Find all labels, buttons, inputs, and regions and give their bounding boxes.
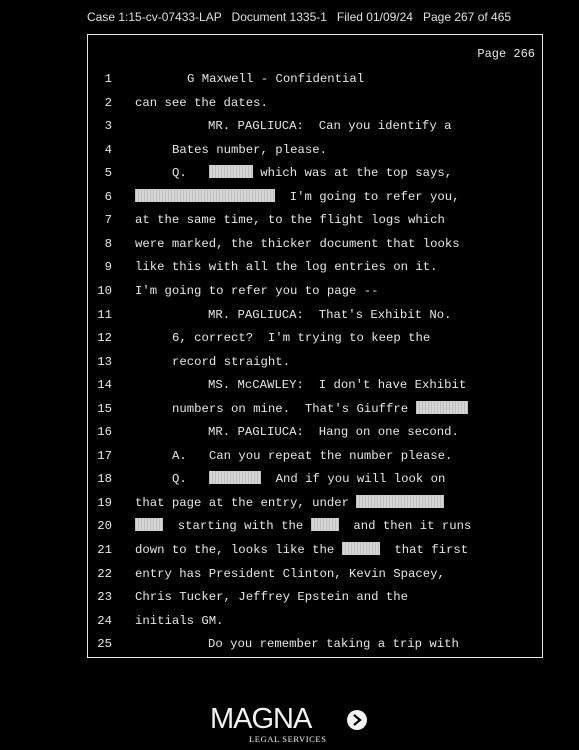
line-number: 25 bbox=[97, 637, 112, 652]
text-segment: can see the dates. bbox=[135, 95, 268, 110]
text-segment: which was at the top says, bbox=[252, 166, 453, 181]
page-number: Page 266 bbox=[477, 47, 535, 61]
line-text bbox=[172, 400, 468, 418]
text-segment: G Maxwell - Confidential bbox=[187, 72, 365, 86]
text-segment: that first bbox=[379, 543, 469, 557]
line-number: 19 bbox=[97, 495, 112, 510]
line-number: 20 bbox=[97, 519, 112, 534]
text-segment: MR. PAGLIUCA: Can you identify a bbox=[208, 119, 452, 134]
line-number: 5 bbox=[104, 166, 112, 181]
line-text bbox=[208, 376, 466, 394]
transcript-line bbox=[88, 235, 542, 253]
redaction-block bbox=[311, 518, 339, 531]
line-number: 1 bbox=[104, 72, 112, 86]
line-text bbox=[135, 517, 471, 535]
line-text bbox=[208, 306, 452, 324]
line-text bbox=[172, 470, 445, 488]
case-header: Case 1:15-cv-07433-LAP Document 1335-1 Filed 01/09/24 Page 267 of 465 bbox=[87, 10, 512, 24]
transcript-line bbox=[88, 541, 542, 559]
text-segment: Q. bbox=[172, 472, 209, 487]
text-segment: down to the, looks like the bbox=[135, 543, 342, 557]
transcript-line bbox=[88, 635, 542, 653]
text-segment: Do you remember taking a trip with bbox=[208, 637, 459, 652]
redaction-block bbox=[209, 165, 253, 178]
line-number: 14 bbox=[97, 378, 112, 393]
line-text bbox=[135, 282, 379, 300]
transcript-line bbox=[88, 164, 542, 182]
line-number: 24 bbox=[97, 613, 112, 628]
text-segment: Chris Tucker, Jeffrey Epstein and the bbox=[135, 590, 409, 605]
text-segment: And if you will look on bbox=[260, 472, 446, 487]
text-segment: MS. McCAWLEY: I don't have Exhibit bbox=[208, 378, 467, 393]
line-number: 22 bbox=[97, 566, 112, 581]
transcript-line bbox=[88, 470, 542, 488]
transcript-line bbox=[88, 494, 542, 512]
line-text bbox=[135, 494, 444, 512]
line-text bbox=[172, 329, 430, 347]
text-segment: 6, correct? I'm trying to keep the bbox=[172, 331, 431, 346]
text-segment: Bates number, please. bbox=[172, 142, 327, 157]
line-text bbox=[135, 94, 268, 112]
text-segment: Q. bbox=[172, 166, 209, 181]
transcript-line bbox=[88, 400, 542, 418]
redaction-block bbox=[135, 189, 275, 202]
line-number: 3 bbox=[104, 119, 112, 134]
line-number: 18 bbox=[97, 472, 112, 487]
transcript-page bbox=[87, 34, 543, 658]
line-number: 21 bbox=[97, 543, 112, 557]
transcript-line bbox=[88, 353, 542, 371]
line-text bbox=[135, 612, 224, 630]
line-text bbox=[172, 447, 452, 465]
line-text bbox=[172, 353, 290, 371]
magna-logo bbox=[210, 703, 370, 745]
text-segment: numbers on mine. That's Giuffre bbox=[172, 401, 416, 416]
transcript-line bbox=[88, 588, 542, 606]
transcript-line bbox=[88, 117, 542, 135]
text-segment: starting with the bbox=[163, 519, 311, 534]
text-segment: record straight. bbox=[172, 354, 291, 369]
redaction-block bbox=[416, 401, 468, 414]
line-number: 16 bbox=[97, 425, 112, 440]
transcript-line bbox=[88, 565, 542, 583]
line-text bbox=[208, 117, 452, 135]
transcript-line bbox=[88, 258, 542, 276]
redaction-block bbox=[135, 518, 163, 531]
line-text bbox=[135, 258, 438, 276]
text-segment: A. Can you repeat the number please. bbox=[172, 448, 453, 463]
redaction-block bbox=[342, 542, 380, 555]
line-text bbox=[187, 70, 364, 88]
line-text bbox=[172, 141, 327, 159]
line-number: 10 bbox=[97, 283, 112, 298]
line-text bbox=[135, 588, 408, 606]
text-segment: MR. PAGLIUCA: That's Exhibit No. bbox=[208, 307, 452, 322]
line-number: 8 bbox=[104, 236, 112, 251]
text-segment: MR. PAGLIUCA: Hang on one second. bbox=[208, 425, 459, 440]
redaction-block bbox=[356, 495, 444, 508]
text-segment: at the same time, to the flight logs which bbox=[135, 213, 445, 228]
transcript-line bbox=[88, 94, 542, 112]
line-number: 7 bbox=[104, 213, 112, 228]
line-text bbox=[135, 188, 459, 206]
text-segment: that page at the entry, under bbox=[135, 495, 357, 510]
transcript-line bbox=[88, 612, 542, 630]
transcript-line bbox=[88, 329, 542, 347]
line-number: 17 bbox=[97, 448, 112, 463]
line-number: 23 bbox=[97, 590, 112, 605]
transcript-line bbox=[88, 376, 542, 394]
transcript-line bbox=[88, 282, 542, 300]
redaction-block bbox=[209, 471, 261, 484]
logo-subtitle: LEGAL SERVICES bbox=[249, 734, 327, 744]
text-segment: like this with all the log entries on it. bbox=[135, 260, 438, 275]
line-number: 15 bbox=[97, 401, 112, 416]
transcript-line bbox=[88, 423, 542, 441]
line-text bbox=[135, 565, 445, 583]
transcript-line bbox=[88, 211, 542, 229]
transcript-line bbox=[88, 517, 542, 535]
text-segment: initials GM. bbox=[135, 613, 224, 628]
transcript-line bbox=[88, 70, 542, 88]
transcript-line bbox=[88, 141, 542, 159]
logo-arrow-icon bbox=[347, 710, 367, 730]
text-segment: and then it runs bbox=[338, 519, 472, 534]
line-number: 11 bbox=[97, 307, 112, 322]
transcript-line bbox=[88, 306, 542, 324]
line-text bbox=[135, 235, 460, 253]
line-number: 2 bbox=[104, 95, 112, 110]
transcript-line bbox=[88, 188, 542, 206]
line-text bbox=[208, 635, 459, 653]
line-text bbox=[135, 541, 468, 559]
transcript-line bbox=[88, 447, 542, 465]
logo-wordmark: MAGNA bbox=[210, 703, 312, 735]
line-number: 13 bbox=[97, 354, 112, 369]
line-text bbox=[135, 211, 445, 229]
text-segment: I'm going to refer you to page -- bbox=[135, 283, 379, 298]
line-number: 9 bbox=[104, 260, 112, 275]
text-segment: were marked, the thicker document that looks bbox=[135, 236, 460, 251]
text-segment: I'm going to refer you, bbox=[275, 189, 460, 204]
line-number: 4 bbox=[104, 142, 112, 157]
line-number: 6 bbox=[104, 189, 112, 204]
text-segment: entry has President Clinton, Kevin Spacey, bbox=[135, 566, 445, 581]
line-number: 12 bbox=[97, 331, 112, 346]
line-text bbox=[172, 164, 452, 182]
line-text bbox=[208, 423, 459, 441]
